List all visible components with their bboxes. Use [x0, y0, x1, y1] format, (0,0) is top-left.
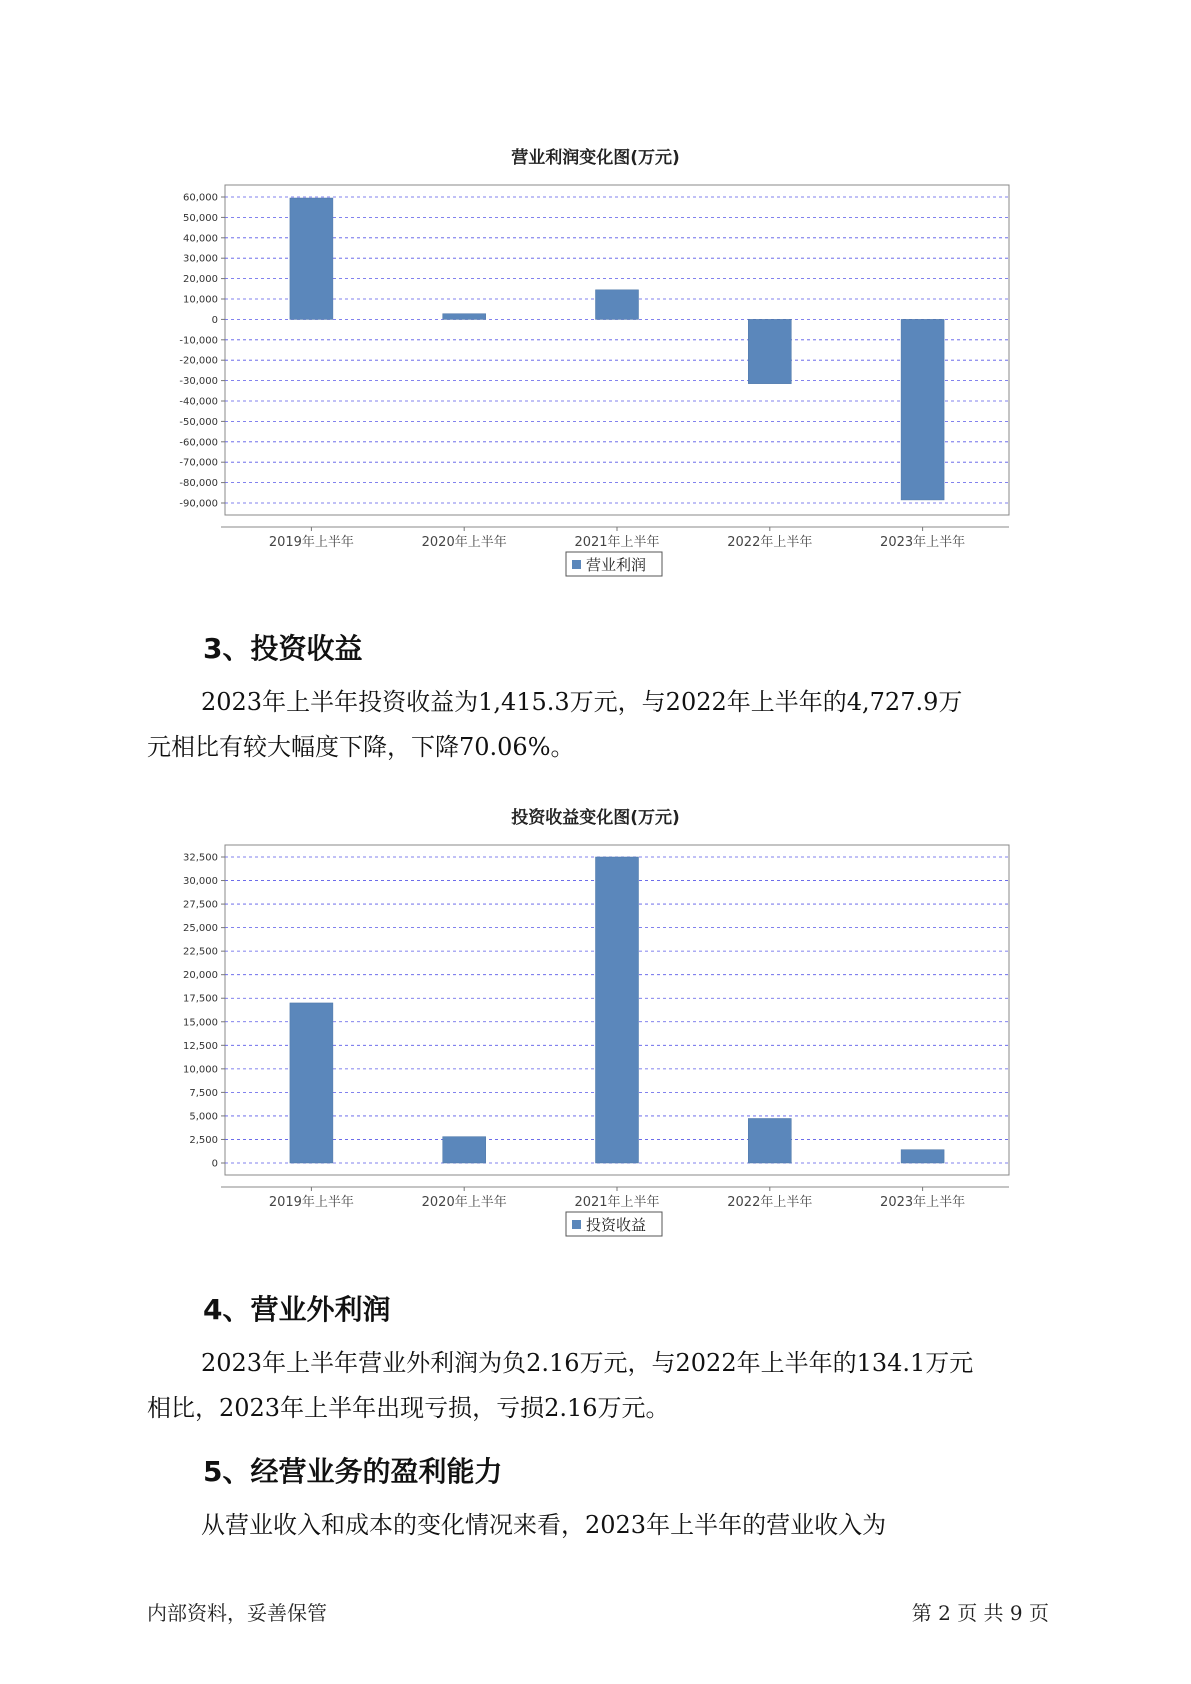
y-tick-label: 2,500 — [189, 1134, 218, 1146]
x-tick-label: 2021年上半年 — [574, 1195, 660, 1210]
legend-swatch — [572, 560, 581, 569]
section-heading-non-operating-profit: 4、营业外利润 — [203, 1293, 391, 1326]
y-tick-label: 5,000 — [189, 1111, 218, 1123]
y-tick-label: 20,000 — [183, 970, 218, 982]
footer-confidential-note: 内部资料，妥善保管 — [147, 1601, 327, 1625]
y-tick-label: -30,000 — [179, 376, 218, 388]
x-tick-label: 2021年上半年 — [574, 535, 660, 550]
x-tick-label: 2023年上半年 — [880, 1195, 966, 1210]
y-tick-label: -60,000 — [179, 437, 218, 449]
investment-income-chart — [0, 830, 1191, 1250]
x-tick-label: 2022年上半年 — [727, 1195, 813, 1210]
y-tick-label: 22,500 — [183, 946, 218, 958]
y-tick-label: 50,000 — [183, 212, 218, 224]
y-tick-label: 0 — [211, 1158, 218, 1170]
x-tick-label: 2022年上半年 — [727, 535, 813, 550]
bar — [290, 198, 333, 319]
y-tick-label: 30,000 — [183, 253, 218, 265]
bar — [596, 290, 639, 320]
bar — [901, 1150, 944, 1163]
y-tick-label: 7,500 — [189, 1087, 218, 1099]
bar — [748, 319, 791, 383]
y-tick-label: 25,000 — [183, 923, 218, 935]
bar — [290, 1003, 333, 1163]
y-tick-label: 15,000 — [183, 1017, 218, 1029]
y-tick-label: 0 — [211, 314, 218, 326]
y-tick-label: -10,000 — [179, 335, 218, 347]
paragraph-line: 2023年上半年投资收益为1,415.3万元，与2022年上半年的4,727.9万 — [201, 688, 963, 716]
y-tick-label: 40,000 — [183, 233, 218, 245]
chart-title-operating-profit: 营业利润变化图(万元) — [511, 148, 680, 168]
y-tick-label: -50,000 — [179, 416, 218, 428]
y-tick-label: 20,000 — [183, 274, 218, 286]
section-heading-profitability: 5、经营业务的盈利能力 — [203, 1455, 503, 1488]
paragraph-non-operating-profit — [147, 1341, 1067, 1431]
x-tick-label: 2020年上半年 — [421, 1195, 507, 1210]
bar — [901, 319, 944, 500]
x-tick-label: 2019年上半年 — [268, 535, 354, 550]
y-tick-label: -40,000 — [179, 396, 218, 408]
y-tick-label: -20,000 — [179, 355, 218, 367]
y-tick-label: 27,500 — [183, 899, 218, 911]
paragraph-line: 元相比有较大幅度下降，下降70.06%。 — [147, 733, 575, 761]
x-tick-label: 2020年上半年 — [421, 535, 507, 550]
bar — [596, 857, 639, 1163]
paragraph-profitability — [147, 1503, 1067, 1548]
chart-title-investment-income: 投资收益变化图(万元) — [511, 808, 680, 828]
y-tick-label: 10,000 — [183, 1064, 218, 1076]
y-tick-label: -80,000 — [179, 478, 218, 490]
paragraph-line: 从营业收入和成本的变化情况来看，2023年上半年的营业收入为 — [201, 1511, 887, 1539]
x-tick-label: 2019年上半年 — [268, 1195, 354, 1210]
bar — [443, 1137, 486, 1163]
y-tick-label: 17,500 — [183, 993, 218, 1005]
y-tick-label: 12,500 — [183, 1040, 218, 1052]
operating-profit-chart — [0, 170, 1191, 590]
paragraph-line: 相比，2023年上半年出现亏损，亏损2.16万元。 — [147, 1394, 670, 1422]
y-tick-label: -70,000 — [179, 457, 218, 469]
paragraph-investment-income — [147, 680, 1067, 770]
y-tick-label: 10,000 — [183, 294, 218, 306]
bar — [443, 314, 486, 320]
legend-label: 营业利润 — [586, 556, 647, 574]
plot-area — [225, 185, 1009, 515]
section-heading-investment-income: 3、投资收益 — [203, 632, 363, 665]
footer-page-number: 第 2 页 共 9 页 — [911, 1601, 1049, 1625]
y-tick-label: 60,000 — [183, 192, 218, 204]
y-tick-label: -90,000 — [179, 498, 218, 510]
y-tick-label: 30,000 — [183, 876, 218, 888]
paragraph-line: 2023年上半年营业外利润为负2.16万元，与2022年上半年的134.1万元 — [201, 1349, 974, 1377]
legend-label: 投资收益 — [586, 1216, 647, 1234]
y-tick-label: 32,500 — [183, 852, 218, 864]
legend-swatch — [572, 1220, 581, 1229]
x-tick-label: 2023年上半年 — [880, 535, 966, 550]
bar — [748, 1118, 791, 1163]
